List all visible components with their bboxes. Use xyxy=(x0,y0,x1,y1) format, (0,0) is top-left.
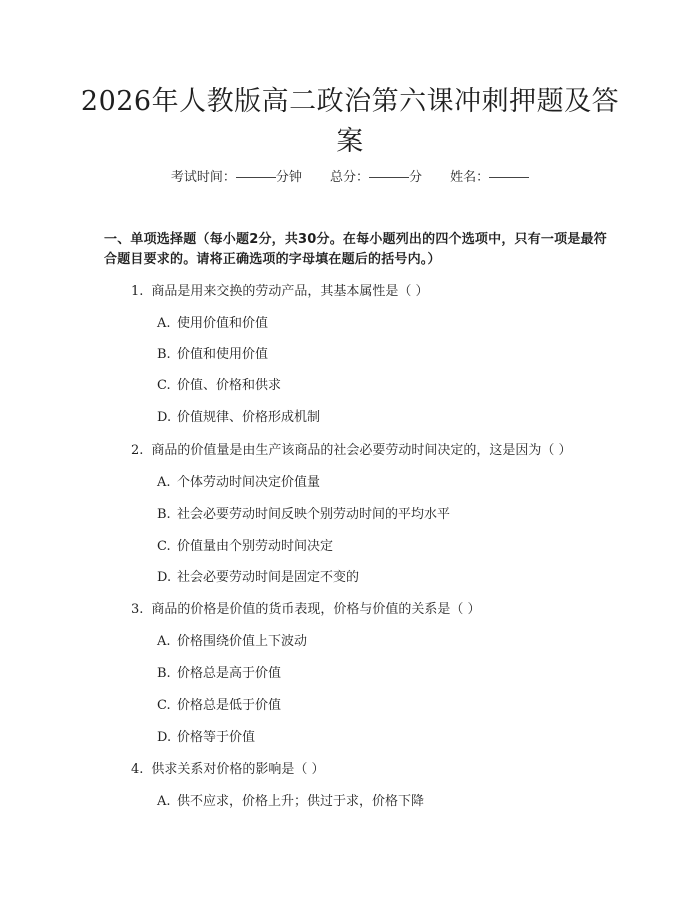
student-name-field xyxy=(450,169,529,187)
section-heading: 一、单项选择题（每小题2分，共30分。在每小题列出的四个选项中，只有一项是最符合题目要求的。请将正确选项的字母填在题后的括号内。） xyxy=(104,232,607,267)
question-number: 1. xyxy=(131,284,144,299)
option-letter: A. xyxy=(157,634,171,649)
option-letter: C. xyxy=(157,698,171,713)
exam-time-blank xyxy=(236,177,276,178)
question-3-option-a xyxy=(157,633,307,651)
option-letter: A. xyxy=(157,794,171,809)
question-1-option-a xyxy=(157,315,268,333)
question-number: 3. xyxy=(131,602,144,617)
question-4-option-a xyxy=(157,793,424,811)
option-text: 社会必要劳动时间是固定不变的 xyxy=(177,570,360,585)
question-3-option-c xyxy=(157,697,281,715)
option-text: 价格总是高于价值 xyxy=(177,666,282,681)
question-1 xyxy=(131,283,610,301)
question-1-option-c xyxy=(157,377,281,395)
option-text: 价值和使用价值 xyxy=(177,347,269,362)
option-text: 个体劳动时间决定价值量 xyxy=(177,475,321,490)
option-text: 价格围绕价值上下波动 xyxy=(177,634,308,649)
option-letter: B. xyxy=(157,347,171,362)
question-2-option-b xyxy=(157,506,450,524)
document-title: 2026年人教版高二政治第六课冲刺押题及答案 xyxy=(80,86,620,157)
total-score-unit: 分 xyxy=(409,170,423,185)
question-4 xyxy=(131,761,610,779)
option-letter: A. xyxy=(157,475,171,490)
total-score-blank xyxy=(369,177,409,178)
option-letter: A. xyxy=(157,316,171,331)
question-3-option-b xyxy=(157,665,281,683)
question-number: 4. xyxy=(131,762,144,777)
question-3 xyxy=(131,601,610,619)
student-name-label: 姓名： xyxy=(450,170,490,185)
total-score-label: 总分： xyxy=(329,170,369,185)
option-text: 价格等于价值 xyxy=(177,730,256,745)
question-2 xyxy=(131,442,610,460)
option-letter: D. xyxy=(157,570,172,585)
exam-meta-line xyxy=(0,169,700,187)
total-score-field xyxy=(330,169,422,187)
question-text: 供求关系对价格的影响是（ ） xyxy=(151,762,325,777)
question-3-option-d xyxy=(157,729,255,747)
option-text: 供不应求，价格上升；供过于求，价格下降 xyxy=(177,794,425,809)
option-text: 价格总是低于价值 xyxy=(177,698,282,713)
exam-time-field xyxy=(171,169,302,187)
option-text: 价值规律、价格形成机制 xyxy=(177,410,321,425)
question-text: 商品的价格是价值的货币表现，价格与价值的关系是（ ） xyxy=(151,602,481,617)
student-name-blank xyxy=(489,177,529,178)
question-1-option-b xyxy=(157,346,268,364)
option-text: 社会必要劳动时间反映个别劳动时间的平均水平 xyxy=(177,507,451,522)
option-text: 价值量由个别劳动时间决定 xyxy=(177,539,334,554)
question-text: 商品的价值量是由生产该商品的社会必要劳动时间决定的，这是因为（ ） xyxy=(151,443,572,458)
question-2-option-a xyxy=(157,474,320,492)
exam-time-label: 考试时间： xyxy=(170,170,236,185)
option-letter: C. xyxy=(157,539,171,554)
option-letter: B. xyxy=(157,507,171,522)
question-number: 2. xyxy=(131,443,144,458)
option-letter: D. xyxy=(157,410,172,425)
option-text: 价值、价格和供求 xyxy=(177,378,282,393)
question-2-option-d xyxy=(157,569,359,587)
option-text: 使用价值和价值 xyxy=(177,316,269,331)
option-letter: B. xyxy=(157,666,171,681)
exam-time-unit: 分钟 xyxy=(275,170,302,185)
option-letter: C. xyxy=(157,378,171,393)
question-text: 商品是用来交换的劳动产品，其基本属性是（ ） xyxy=(151,284,429,299)
question-1-option-d xyxy=(157,409,320,427)
question-2-option-c xyxy=(157,538,333,556)
option-letter: D. xyxy=(157,730,172,745)
